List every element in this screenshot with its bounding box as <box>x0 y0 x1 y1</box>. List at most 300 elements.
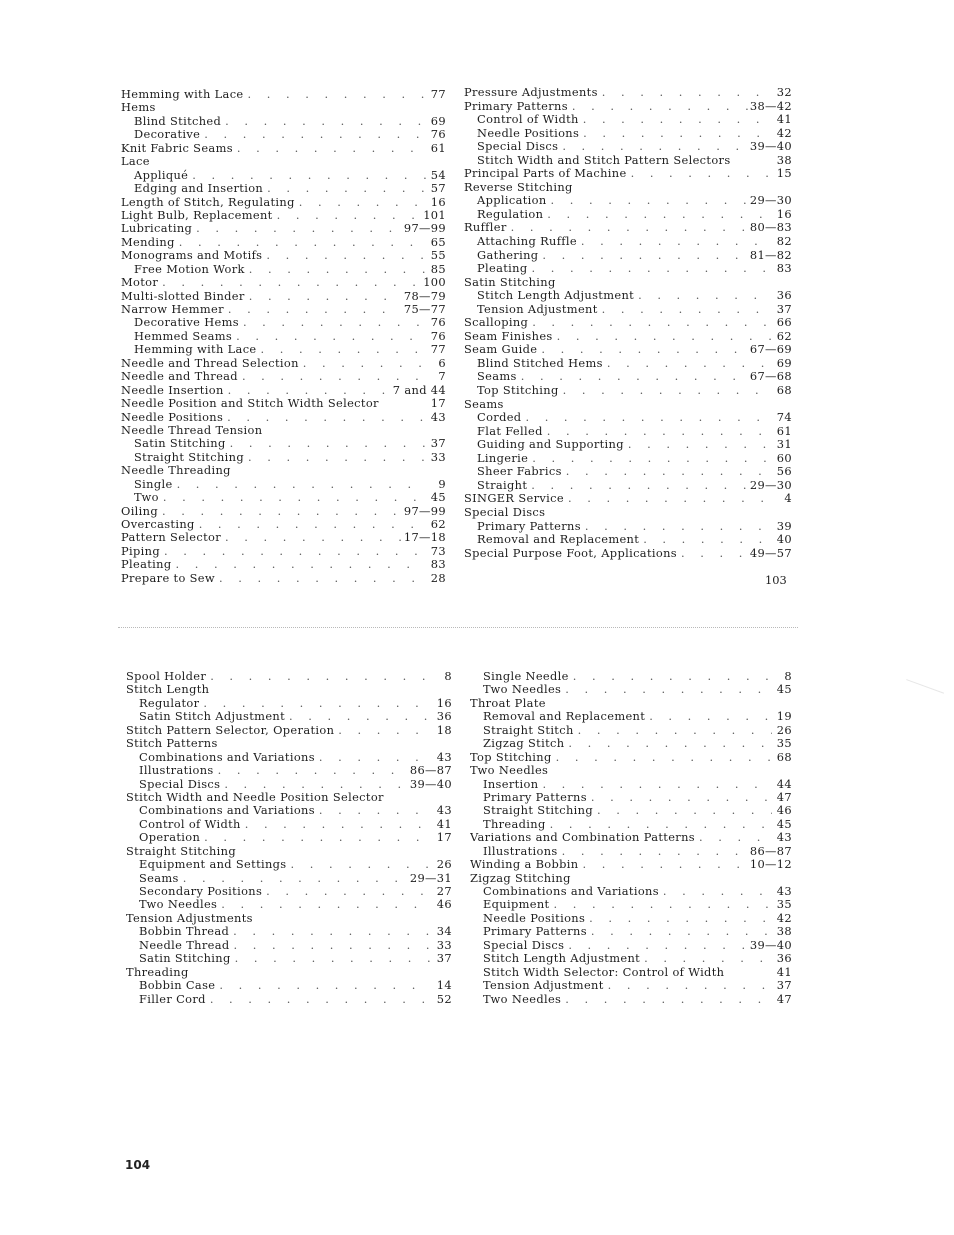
index-entry-label: Regulator <box>139 696 200 710</box>
index-entry-label: Motor <box>121 276 159 290</box>
dot-leader <box>195 518 426 531</box>
index-entry <box>121 397 446 410</box>
index-entry-label: Seams <box>139 871 179 885</box>
index-entry-page: 8 <box>784 669 792 683</box>
index-entry-page: 17 <box>430 396 446 411</box>
index-entry <box>470 724 792 737</box>
index-entry-page: 44 <box>776 776 792 791</box>
index-entry <box>121 182 446 195</box>
index-entry-label: Control of Width <box>139 817 241 831</box>
dot-leader <box>232 330 426 343</box>
index-entry-page: 101 <box>423 207 446 222</box>
index-entry-label: Primary Patterns <box>464 99 568 113</box>
index-entry-page: 17 <box>436 830 452 845</box>
index-entry-label: Stitch Width and Stitch Pattern Selectors <box>477 153 731 167</box>
index-entry <box>464 370 792 384</box>
index-entry <box>121 384 446 397</box>
index-entry-page: 19 <box>776 709 792 724</box>
index-entry <box>470 979 792 992</box>
index-entry <box>470 966 792 979</box>
index-entry-label: Straight Stitching <box>134 450 244 464</box>
index-entry-page: 78—79 <box>403 288 446 303</box>
index-entry <box>121 478 446 491</box>
dot-leader <box>543 425 772 439</box>
index-entry <box>126 925 452 938</box>
index-entry-label: Narrow Hemmer <box>121 303 224 316</box>
index-entry-label: Threading <box>126 965 189 979</box>
dot-leader <box>587 925 772 938</box>
index-entry-label: Control of Width <box>477 113 579 127</box>
index-entry-label: Top Stitching <box>470 750 552 764</box>
dot-leader <box>561 993 772 1006</box>
index-entry-page: 35 <box>776 736 792 751</box>
index-entry <box>121 343 446 356</box>
dot-leader <box>587 791 772 804</box>
index-entry-label: Needle Position and Stitch Width Selector <box>121 397 379 411</box>
dot-leader <box>233 142 426 155</box>
index-entry <box>470 939 792 952</box>
index-entry-label: Attaching Ruffle <box>477 235 577 249</box>
index-entry-page: 47 <box>776 991 792 1006</box>
index-entry-label: Pattern Selector <box>121 531 222 545</box>
index-entry-label: Operation <box>139 831 201 845</box>
index-entry-page: 38 <box>776 924 792 939</box>
index-entry-label: Gathering <box>477 248 539 262</box>
index-entry-page: 39—40 <box>409 776 452 791</box>
dot-leader <box>538 249 747 263</box>
previous-page-number: 103 <box>765 573 787 587</box>
index-entry <box>464 506 792 520</box>
dot-leader <box>507 221 748 235</box>
dot-leader <box>220 778 408 791</box>
index-entry <box>126 818 452 831</box>
index-entry-page: 37 <box>776 978 792 993</box>
index-entry-page: 42 <box>776 125 792 140</box>
index-entry <box>121 572 446 585</box>
index-entry-page: 37 <box>430 436 446 451</box>
index-entry-label: Needle and Thread Selection <box>121 356 299 370</box>
index-entry-page: 38—42 <box>749 98 792 113</box>
index-entry <box>464 221 792 235</box>
index-entry-label: Combinations and Variations <box>139 804 315 818</box>
index-entry-label: Lace <box>121 155 150 169</box>
index-entry <box>470 791 792 804</box>
index-entry-label: Straight Stitching <box>126 844 236 858</box>
index-entry-label: Sheer Fabrics <box>477 465 562 479</box>
index-entry-page: 16 <box>436 695 452 710</box>
index-entry-page: 29—30 <box>749 477 792 492</box>
index-entry-page: 56 <box>776 464 792 479</box>
index-entry-label: Tension Adjustment <box>477 302 598 316</box>
index-entry-label: Scalloping <box>464 316 529 330</box>
index-entry <box>464 316 792 330</box>
index-entry-page: 39 <box>776 518 792 533</box>
dot-leader <box>578 858 747 871</box>
index-entry <box>470 845 792 858</box>
index-entry <box>121 558 446 571</box>
dot-leader <box>229 925 432 938</box>
dot-leader <box>179 872 408 885</box>
dot-leader <box>603 357 772 371</box>
index-entry <box>126 993 452 1006</box>
index-entry-label: Needle and Thread <box>121 370 238 384</box>
index-entry <box>464 343 792 357</box>
index-entry-label: Needle Threading <box>121 464 231 478</box>
dot-leader <box>645 710 772 723</box>
index-entry-page: 76 <box>430 328 446 343</box>
index-entry-label: Hemming with Lace <box>134 343 257 357</box>
index-entry-label: Light Bulb, Replacement <box>121 208 273 222</box>
dot-leader <box>159 491 426 504</box>
index-entry-page: 41 <box>776 112 792 127</box>
index-entry <box>470 993 792 1006</box>
scan-smudge <box>896 679 944 722</box>
index-entry <box>121 88 446 101</box>
dot-leader <box>568 100 748 114</box>
dot-leader <box>528 316 772 330</box>
index-entry-page: 74 <box>776 410 792 425</box>
index-entry-label: Length of Stitch, Regulating <box>121 195 295 209</box>
index-entry <box>121 437 446 450</box>
index-entry-label: Multi-slotted Binder <box>121 289 245 303</box>
index-entry-label: Variations and Combination Patterns <box>470 831 695 845</box>
index-entry <box>464 492 792 506</box>
index-entry-label: Single <box>134 477 173 491</box>
index-entry <box>126 831 452 844</box>
index-entry <box>126 858 452 871</box>
index-entry-page: 45 <box>776 816 792 831</box>
index-entry-page: 10—12 <box>749 857 792 872</box>
dot-leader <box>215 979 432 992</box>
index-entry <box>470 710 792 723</box>
index-entry-label: Lubricating <box>121 222 193 236</box>
dot-leader <box>527 479 748 493</box>
index-entry-label: Primary Patterns <box>483 790 587 804</box>
dot-leader <box>188 169 426 182</box>
index-entry-label: Removal and Replacement <box>477 533 640 547</box>
dot-leader <box>334 724 432 737</box>
index-entry-label: Primary Patterns <box>477 519 581 533</box>
index-entry-label: Removal and Replacement <box>483 710 646 724</box>
index-entry <box>121 505 446 518</box>
index-entry-label: Edging and Insertion <box>134 182 264 196</box>
index-entry-page: 27 <box>436 884 452 898</box>
index-entry-label: Two <box>134 491 159 505</box>
index-entry-page: 43 <box>776 884 792 898</box>
index-entry-label: Oiling <box>121 504 158 518</box>
index-entry <box>121 128 446 141</box>
dot-leader <box>627 167 772 181</box>
index-entry-page: 46 <box>436 897 452 912</box>
index-entry-label: Filler Cord <box>139 992 206 1006</box>
dot-leader <box>564 492 772 506</box>
index-entry <box>121 169 446 182</box>
index-entry-label: Ruffler <box>464 221 507 235</box>
dot-leader <box>221 115 426 128</box>
index-entry-label: Principal Parts of Machine <box>464 167 627 181</box>
dot-leader <box>223 411 426 424</box>
index-entry-label: Free Motion Work <box>134 262 245 276</box>
dot-leader <box>206 993 432 1006</box>
index-entry <box>121 518 446 531</box>
index-entry-page: 29—31 <box>409 870 452 885</box>
index-entry-page: 47 <box>776 789 792 804</box>
index-entry-label: Blind Stitched <box>134 114 222 128</box>
index-entry <box>126 670 452 683</box>
dot-leader <box>175 236 426 249</box>
index-entry <box>464 547 792 561</box>
index-entry-label: Stitch Width and Needle Position Selector <box>126 790 384 804</box>
dot-leader <box>239 316 426 329</box>
index-entry-page: 86—87 <box>749 843 792 858</box>
dot-leader <box>579 113 772 127</box>
dot-leader <box>553 330 772 344</box>
dot-leader <box>315 751 432 764</box>
index-entry-label: Combinations and Variations <box>483 885 659 898</box>
index-entry <box>121 357 446 370</box>
index-entry-page: 41 <box>436 816 452 831</box>
index-entry <box>121 236 446 249</box>
page-number: 104 <box>125 1158 151 1172</box>
index-entry <box>470 818 792 831</box>
index-entry-page: 32 <box>776 85 792 99</box>
index-entry-label: Satin Stitching <box>464 275 556 289</box>
dot-leader <box>634 289 772 303</box>
index-entry-label: Two Needles <box>483 992 562 1006</box>
index-entry-page: 68 <box>776 383 792 398</box>
index-entry <box>464 167 792 181</box>
dot-leader <box>158 276 421 289</box>
index-entry <box>464 208 792 222</box>
index-entry-label: Pressure Adjustments <box>464 86 598 99</box>
index-entry <box>464 438 792 452</box>
index-entry-label: Hems <box>121 101 156 115</box>
index-entry-label: SINGER Service <box>464 492 564 506</box>
index-entry-page: 15 <box>776 166 792 181</box>
index-entry-page: 55 <box>430 248 446 263</box>
index-entry <box>126 778 452 791</box>
index-entry <box>126 804 452 817</box>
dot-leader <box>221 531 402 544</box>
index-entry-label: Needle Positions <box>477 126 580 140</box>
dot-leader <box>549 898 772 911</box>
index-entry <box>121 531 446 544</box>
index-entry-label: Two Needles <box>483 683 562 697</box>
dot-leader <box>564 939 748 952</box>
dot-leader <box>257 343 426 356</box>
index-entry <box>121 276 446 289</box>
index-entry <box>470 952 792 965</box>
index-entry <box>126 791 452 804</box>
dot-leader <box>315 804 432 817</box>
index-entry <box>464 235 792 249</box>
index-entry <box>121 290 446 303</box>
index-entry-page: 41 <box>776 964 792 979</box>
index-entry-label: Blind Stitched Hems <box>477 356 603 370</box>
index-entry-label: Tension Adjustment <box>483 979 604 993</box>
index-entry <box>121 209 446 222</box>
dot-leader <box>528 452 772 466</box>
index-entry <box>121 464 446 477</box>
index-entry-page: 28 <box>430 570 446 585</box>
dot-leader <box>226 437 426 450</box>
index-entry-page: 17—18 <box>403 530 446 545</box>
index-entry-label: Primary Patterns <box>483 925 587 939</box>
index-entry-page: 77 <box>430 342 446 357</box>
index-entry-page: 7 <box>438 369 446 384</box>
index-entry-page: 38 <box>776 152 792 167</box>
index-entry-page: 73 <box>430 543 446 558</box>
index-entry <box>121 491 446 504</box>
dot-leader <box>245 263 426 276</box>
index-entry <box>126 845 452 858</box>
index-entry <box>470 831 792 844</box>
index-entry <box>464 357 792 371</box>
index-entry <box>464 398 792 412</box>
index-entry-label: Guiding and Supporting <box>477 438 624 452</box>
dot-leader <box>231 952 432 965</box>
index-entry-label: Mending <box>121 235 175 249</box>
index-entry-label: Overcasting <box>121 518 195 531</box>
dot-leader <box>559 384 772 398</box>
index-entry-label: Seams <box>464 397 504 411</box>
index-entry-page: 37 <box>776 301 792 316</box>
index-entry-label: Pleating <box>477 262 528 276</box>
index-entry-label: Special Discs <box>477 140 559 154</box>
index-entry-label: Stitch Length Adjustment <box>477 289 635 303</box>
index-entry <box>121 142 446 155</box>
index-entry <box>470 925 792 938</box>
index-entry-page: 97—99 <box>403 503 446 518</box>
index-entry-label: Bobbin Thread <box>139 925 230 939</box>
index-entry-page: 83 <box>430 557 446 572</box>
index-entry-page: 83 <box>776 261 792 276</box>
dot-leader <box>244 451 426 464</box>
index-entry-label: Decorative <box>134 128 201 142</box>
index-entry-label: Pleating <box>121 558 172 572</box>
index-entry <box>464 154 792 168</box>
dot-leader <box>238 370 426 383</box>
index-entry <box>464 113 792 127</box>
index-entry <box>126 737 452 750</box>
index-entry-page: 31 <box>776 437 792 452</box>
index-entry <box>126 912 452 925</box>
dot-leader <box>158 505 402 518</box>
index-entry-label: Prepare to Sew <box>121 571 215 585</box>
index-entry <box>464 289 792 303</box>
dot-leader <box>639 533 772 547</box>
index-entry-page: 62 <box>430 517 446 531</box>
index-entry <box>126 885 452 898</box>
index-entry-label: Equipment <box>483 898 550 912</box>
index-entry <box>464 465 792 479</box>
index-entry-label: Straight Stitching <box>483 804 593 818</box>
index-entry-page: 7 and 44 <box>392 382 446 397</box>
index-entry <box>464 330 792 344</box>
dot-leader <box>598 86 772 100</box>
dot-leader <box>263 182 426 195</box>
index-entry-page: 43 <box>436 749 452 764</box>
index-entry-page: 61 <box>776 423 792 438</box>
index-entry-label: Corded <box>477 411 522 425</box>
index-entry-page: 61 <box>430 140 446 155</box>
index-entry-page: 43 <box>776 830 792 845</box>
index-entry-page: 77 <box>430 87 446 101</box>
index-entry-page: 29—30 <box>749 193 792 208</box>
index-entry-label: Stitch Length <box>126 683 210 697</box>
index-entry-label: Straight Stitch <box>483 723 574 737</box>
dot-leader <box>537 343 747 357</box>
dot-leader <box>200 128 426 141</box>
dot-leader <box>215 572 426 585</box>
index-entry <box>126 697 452 710</box>
index-entry-label: Spool Holder <box>126 670 207 683</box>
index-entry-label: Illustrations <box>483 844 558 858</box>
index-entry-label: Regulation <box>477 207 544 221</box>
index-entry <box>470 872 792 885</box>
index-entry-label: Straight <box>477 478 528 492</box>
index-entry-label: Throat Plate <box>470 696 546 710</box>
dot-leader <box>200 831 432 844</box>
index-entry-page: 43 <box>430 409 446 424</box>
dot-leader <box>577 235 772 249</box>
index-entry <box>121 451 446 464</box>
index-entry <box>126 872 452 885</box>
index-entry-label: Decorative Hems <box>134 316 239 330</box>
index-entry <box>464 479 792 493</box>
dot-leader <box>299 357 426 370</box>
index-entry-page: 39—40 <box>749 139 792 154</box>
index-entry-page: 65 <box>430 234 446 249</box>
index-entry-label: Winding a Bobbin <box>470 858 579 872</box>
index-entry-label: Appliqué <box>134 168 189 182</box>
index-entry-page: 26 <box>776 722 792 737</box>
index-entry <box>126 724 452 737</box>
index-entry <box>470 670 792 683</box>
index-entry <box>121 249 446 262</box>
index-entry-label: Zigzag Stitching <box>470 871 571 885</box>
index-entry-label: Top Stitching <box>477 384 559 398</box>
index-entry-label: Special Discs <box>483 938 565 952</box>
dot-leader <box>598 303 772 317</box>
dot-leader <box>230 939 433 952</box>
index-entry <box>464 194 792 208</box>
index-entry <box>121 411 446 424</box>
dot-leader <box>538 778 772 791</box>
dot-leader <box>561 683 772 696</box>
index-entry-page: 6 <box>438 355 446 370</box>
page-divider <box>118 627 798 628</box>
index-entry <box>121 424 446 437</box>
index-entry-label: Lingerie <box>477 451 529 465</box>
dot-leader <box>593 804 772 817</box>
index-entry <box>121 316 446 329</box>
index-entry <box>464 533 792 547</box>
index-entry-label: Satin Stitching <box>139 952 231 966</box>
index-entry <box>464 127 792 141</box>
dot-leader <box>192 222 402 235</box>
index-entry-label: Stitch Length Adjustment <box>483 952 641 966</box>
index-entry-page: 42 <box>776 910 792 925</box>
dot-leader <box>574 724 772 737</box>
index-entry-label: Special Discs <box>139 777 221 791</box>
index-entry-label: Special Discs <box>464 505 546 519</box>
dot-leader <box>640 952 772 965</box>
index-entry <box>126 966 452 979</box>
index-entry-page: 18 <box>436 722 452 737</box>
index-entry-label: Single Needle <box>483 670 569 683</box>
index-entry <box>126 939 452 952</box>
